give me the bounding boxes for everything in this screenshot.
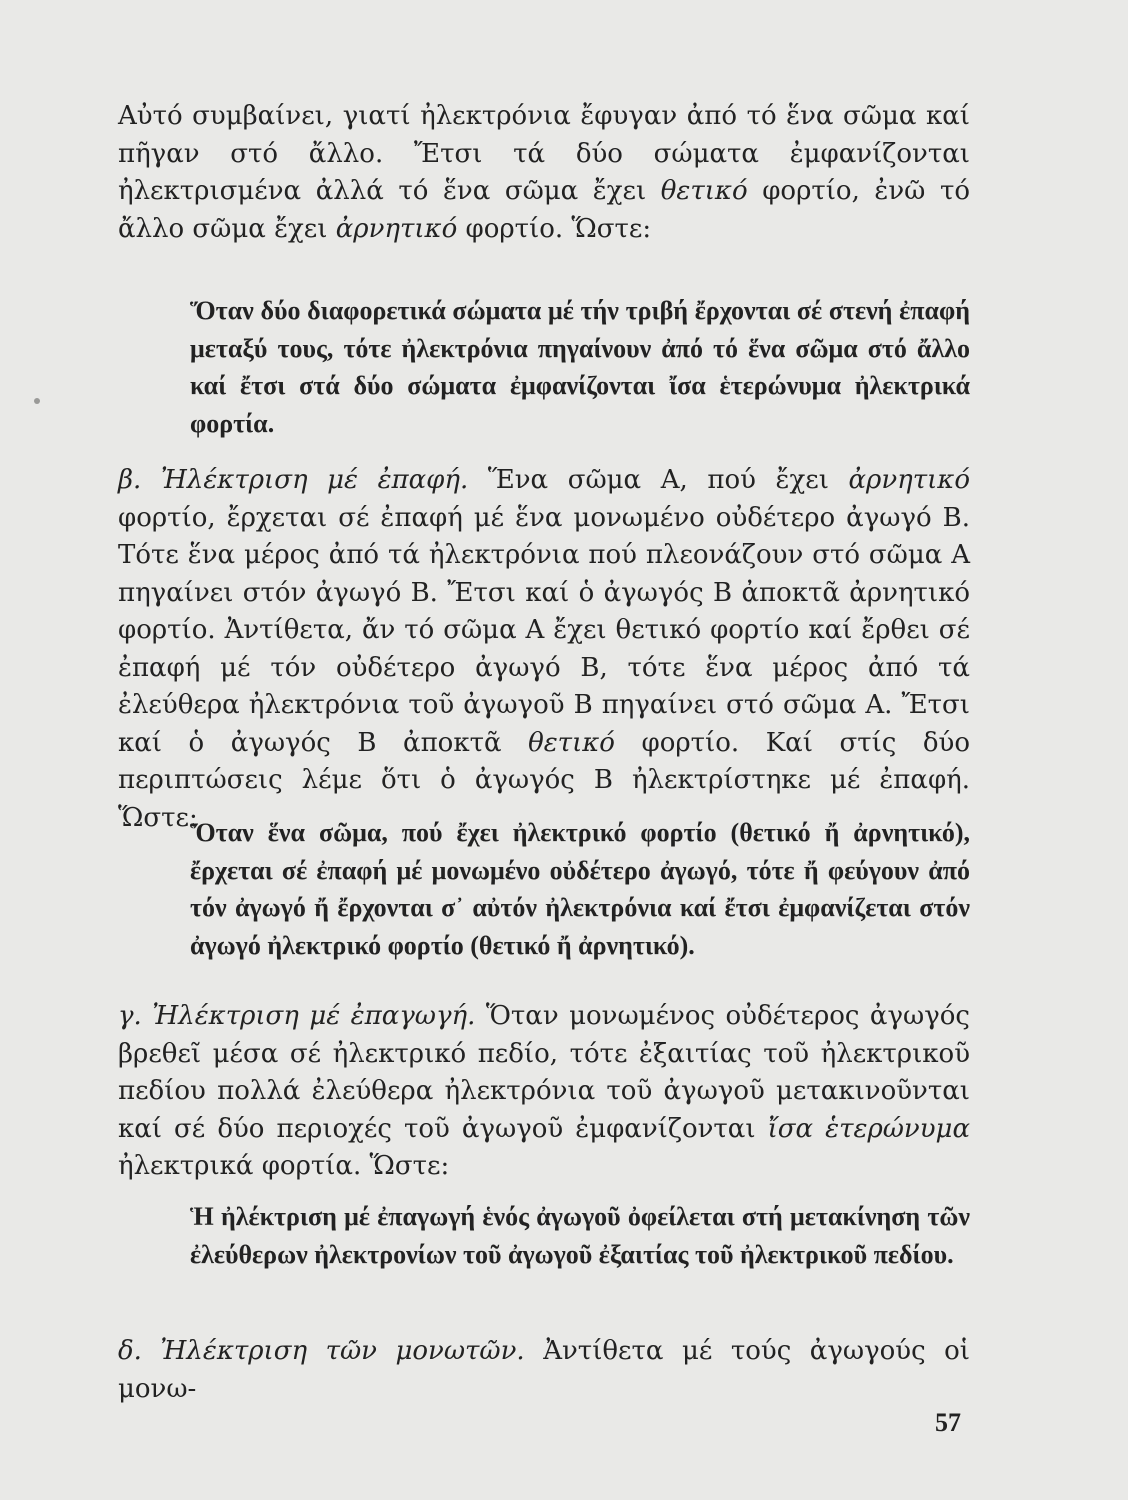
- rule-friction-charging: Ὅταν δύο διαφορετικά σώματα μέ τήν τριβή ἔρχονται σέ στενή ἐπαφή μεταξύ τους, τότε ἠλεκτρόνια πηγαίνουν ἀπό τό ἕνα σῶμα στό ἄλλο καί ἔτσι στά δύο σώματα ἐμφανίζονται ἴσα ἑτερώνυμα ἠλεκτρικά φορτία.: [190, 296, 970, 438]
- section-heading-insulators: δ. Ἠλέκτριση τῶν μονωτῶν.: [118, 1336, 525, 1366]
- rule-induction-charging: Ἡ ἠλέκτριση μέ ἐπαγωγή ἑνός ἀγωγοῦ ὀφείλεται στή μετακίνηση τῶν ἐλεύθερων ἠλεκτρονίων τοῦ ἀγωγοῦ ἐξαιτίας τοῦ ἠλεκτρικοῦ πεδίου.: [190, 1202, 970, 1269]
- paragraph-charging-insulators: δ. Ἠλέκτριση τῶν μονωτῶν. Ἀντίθετα μέ τούς ἀγωγούς οἱ μονω-: [118, 1336, 970, 1404]
- rule-contact-charging: Ὅταν ἕνα σῶμα, πού ἔχει ἠλεκτρικό φορτίο (θετικό ἤ ἀρνητικό), ἔρχεται σέ ἐπαφή μέ μονωμένο οὐδέτερο ἀγωγό, τότε ἤ φεύγουν ἀπό τόν ἀγωγό ἤ ἔρχονται σ᾿ αὐτόν ἠλεκτρόνια καί ἔτσι ἐμφανίζεται στόν ἀγωγό ἠλεκτρικό φορτίο (θετικό ἤ ἀρνητικό).: [190, 818, 970, 960]
- section-heading-contact: β. Ἠλέκτριση μέ ἐπαφή.: [118, 465, 469, 495]
- page-number: 57: [935, 1408, 961, 1437]
- paragraph-charging-by-induction: γ. Ἠλέκτριση μέ ἐπαγωγή. Ὅταν μονωμένος οὐδέτερος ἀγωγός βρεθεῖ μέσα σέ ἠλεκτρικό πεδίο, τότε ἐξαιτίας τοῦ ἠλεκτρικοῦ πεδίου πολλά ἐλεύθερα ἠλεκτρόνια τοῦ ἀγωγοῦ μετακινοῦνται καί σέ δύο περιοχές τοῦ ἀγωγοῦ ἐμφανίζονται ἴσα ἑτερώνυμα ἠλεκτρικά φορτία. Ὥστε:: [118, 1001, 970, 1181]
- paragraph-charging-by-contact: β. Ἠλέκτριση μέ ἐπαφή. Ἕνα σῶμα Α, πού ἔχει ἀρνητικό φορτίο, ἔρχεται σέ ἐπαφή μέ ἕνα μονωμένο οὐδέτερο ἀγωγό Β. Τότε ἕνα μέρος ἀπό τά ἠλεκτρόνια πού πλεονάζουν στό σῶμα Α πηγαίνει στόν ἀγωγό Β. Ἔτσι καί ὁ ἀγωγός Β ἀποκτᾶ ἀρνητικό φορτίο. Ἀντίθετα, ἄν τό σῶμα Α ἔχει θετικό φορτίο καί ἔρθει σέ ἐπαφή μέ τόν οὐδέτερο ἀγωγό Β, τότε ἕνα μέρος ἀπό τά ἐλεύθερα ἠλεκτρόνια τοῦ ἀγωγοῦ Β πηγαίνει στό σῶμα Α. Ἔτσι καί ὁ ἀγωγός Β ἀποκτᾶ θετικό φορτίο. Καί στίς δύο περιπτώσεις λέμε ὅτι ὁ ἀγωγός Β ἠλεκτρίστηκε μέ ἐπαφή. Ὥστε:: [118, 465, 971, 833]
- scan-speck: [34, 398, 40, 404]
- section-heading-induction: γ. Ἠλέκτριση μέ ἐπαγωγή.: [118, 1001, 476, 1031]
- paragraph-charge-transfer: Αὐτό συμβαίνει, γιατί ἠλεκτρόνια ἔφυγαν ἀπό τό ἕνα σῶμα καί πῆγαν στό ἄλλο. Ἔτσι τά δύο σώματα ἐμφανίζονται ἠλεκτρισμένα ἀλλά τό ἕνα σῶμα ἔχει θετικό φορτίο, ἐνῶ τό ἄλλο σῶμα ἔχει ἀρνητικό φορτίο. Ὥστε:: [118, 101, 970, 244]
